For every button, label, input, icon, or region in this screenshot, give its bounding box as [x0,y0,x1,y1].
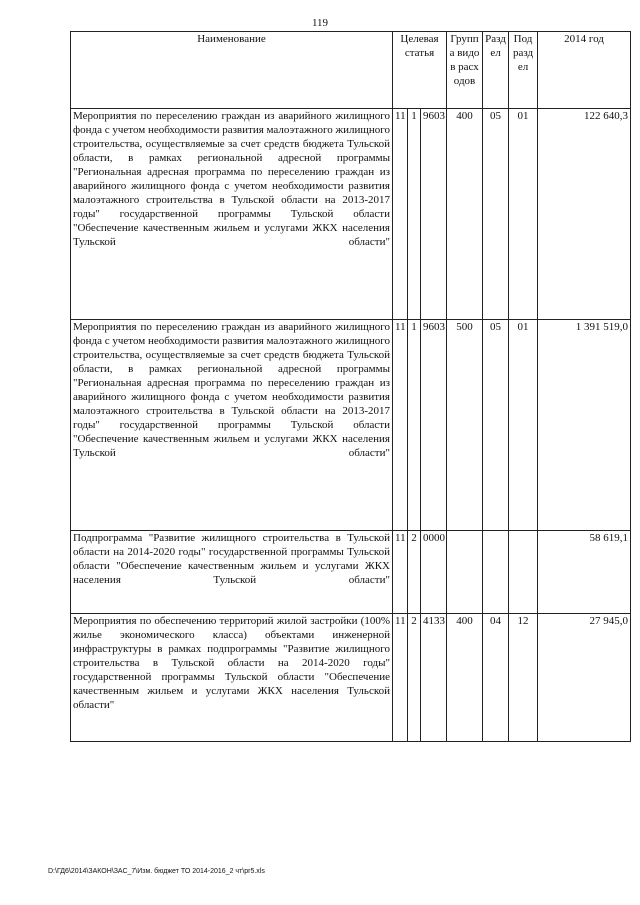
row-ts1: 11 [393,109,408,320]
row-amount: 1 391 519,0 [538,320,631,531]
row-ts1: 11 [393,531,408,614]
table-row [71,614,631,742]
row-ts3: 9603 [421,320,447,531]
row-amount: 122 640,3 [538,109,631,320]
table-row [71,531,631,614]
row-ts3: 9603 [421,109,447,320]
row-amount: 58 619,1 [538,531,631,614]
row-ts3: 4133 [421,614,447,742]
row-ts2: 1 [408,109,421,320]
header-expense-group: Группа видов расходов [447,32,483,109]
row-ts2: 2 [408,531,421,614]
row-ts1: 11 [393,614,408,742]
row-name: Мероприятия по обеспечению территорий жилой застройки (100% жилье экономического класса) объектами инженерной инфраструктуры в рамках подпрограммы "Развитие жилищного строительства в Тульской области на 2014-2020 годы" государственной программы Тульской области "Обеспечение качественным жильем и услугами ЖКХ населения Тульской области" [71,614,393,742]
row-ts2: 2 [408,614,421,742]
budget-table [70,31,631,742]
row-name: Мероприятия по переселению граждан из аварийного жилищного фонда с учетом необходимости развития малоэтажного жилищного строительства, осуществляемые за счет средств бюджета Тульской области, в рамках региональной адресной программы "Региональная адресная программа по переселению граждан из аварийного жилищного фонда с учетом необходимости развития малоэтажного строительства в Тульской области на 2013-2017 годы" государственной программы Тульской области "Обеспечение качественным жильем и услугами ЖКХ населения Тульской области" [71,320,393,531]
row-group: 400 [447,109,483,320]
header-name: Наименование [71,32,393,109]
row-subsection: 01 [509,320,538,531]
row-group: 500 [447,320,483,531]
row-subsection: 01 [509,109,538,320]
header-target-article: Целевая статья [393,32,447,109]
row-ts3: 0000 [421,531,447,614]
row-amount: 27 945,0 [538,614,631,742]
table-row [71,109,631,320]
header-subsection: Подраздел [509,32,538,109]
row-section: 05 [483,320,509,531]
row-ts1: 11 [393,320,408,531]
row-ts2: 1 [408,320,421,531]
header-section: Раздел [483,32,509,109]
row-section: 05 [483,109,509,320]
row-subsection [509,531,538,614]
row-group [447,531,483,614]
table-header-row [71,32,631,109]
table-row [71,320,631,531]
page-number: 119 [311,17,329,29]
footer-file-path: D:\ГД6\2014\ЗАКОН\ЗАС_7\Изм. бюджет ТО 2014-2016_2 чт\pr5.xls [48,868,265,875]
row-name: Мероприятия по переселению граждан из аварийного жилищного фонда с учетом необходимости развития малоэтажного жилищного строительства, осуществляемые за счет средств бюджета Тульской области, в рамках региональной адресной программы "Региональная адресная программа по переселению граждан из аварийного жилищного фонда с учетом необходимости развития малоэтажного строительства в Тульской области на 2013-2017 годы" государственной программы Тульской области "Обеспечение качественным жильем и услугами ЖКХ населения Тульской области" [71,109,393,320]
row-group: 400 [447,614,483,742]
row-section: 04 [483,614,509,742]
row-section [483,531,509,614]
row-name: Подпрограмма "Развитие жилищного строительства в Тульской области на 2014-2020 годы" государственной программы Тульской области "Обеспечение качественным жильем и услугами ЖКХ населения Тульской области" [71,531,393,614]
row-subsection: 12 [509,614,538,742]
header-year: 2014 год [538,32,631,109]
